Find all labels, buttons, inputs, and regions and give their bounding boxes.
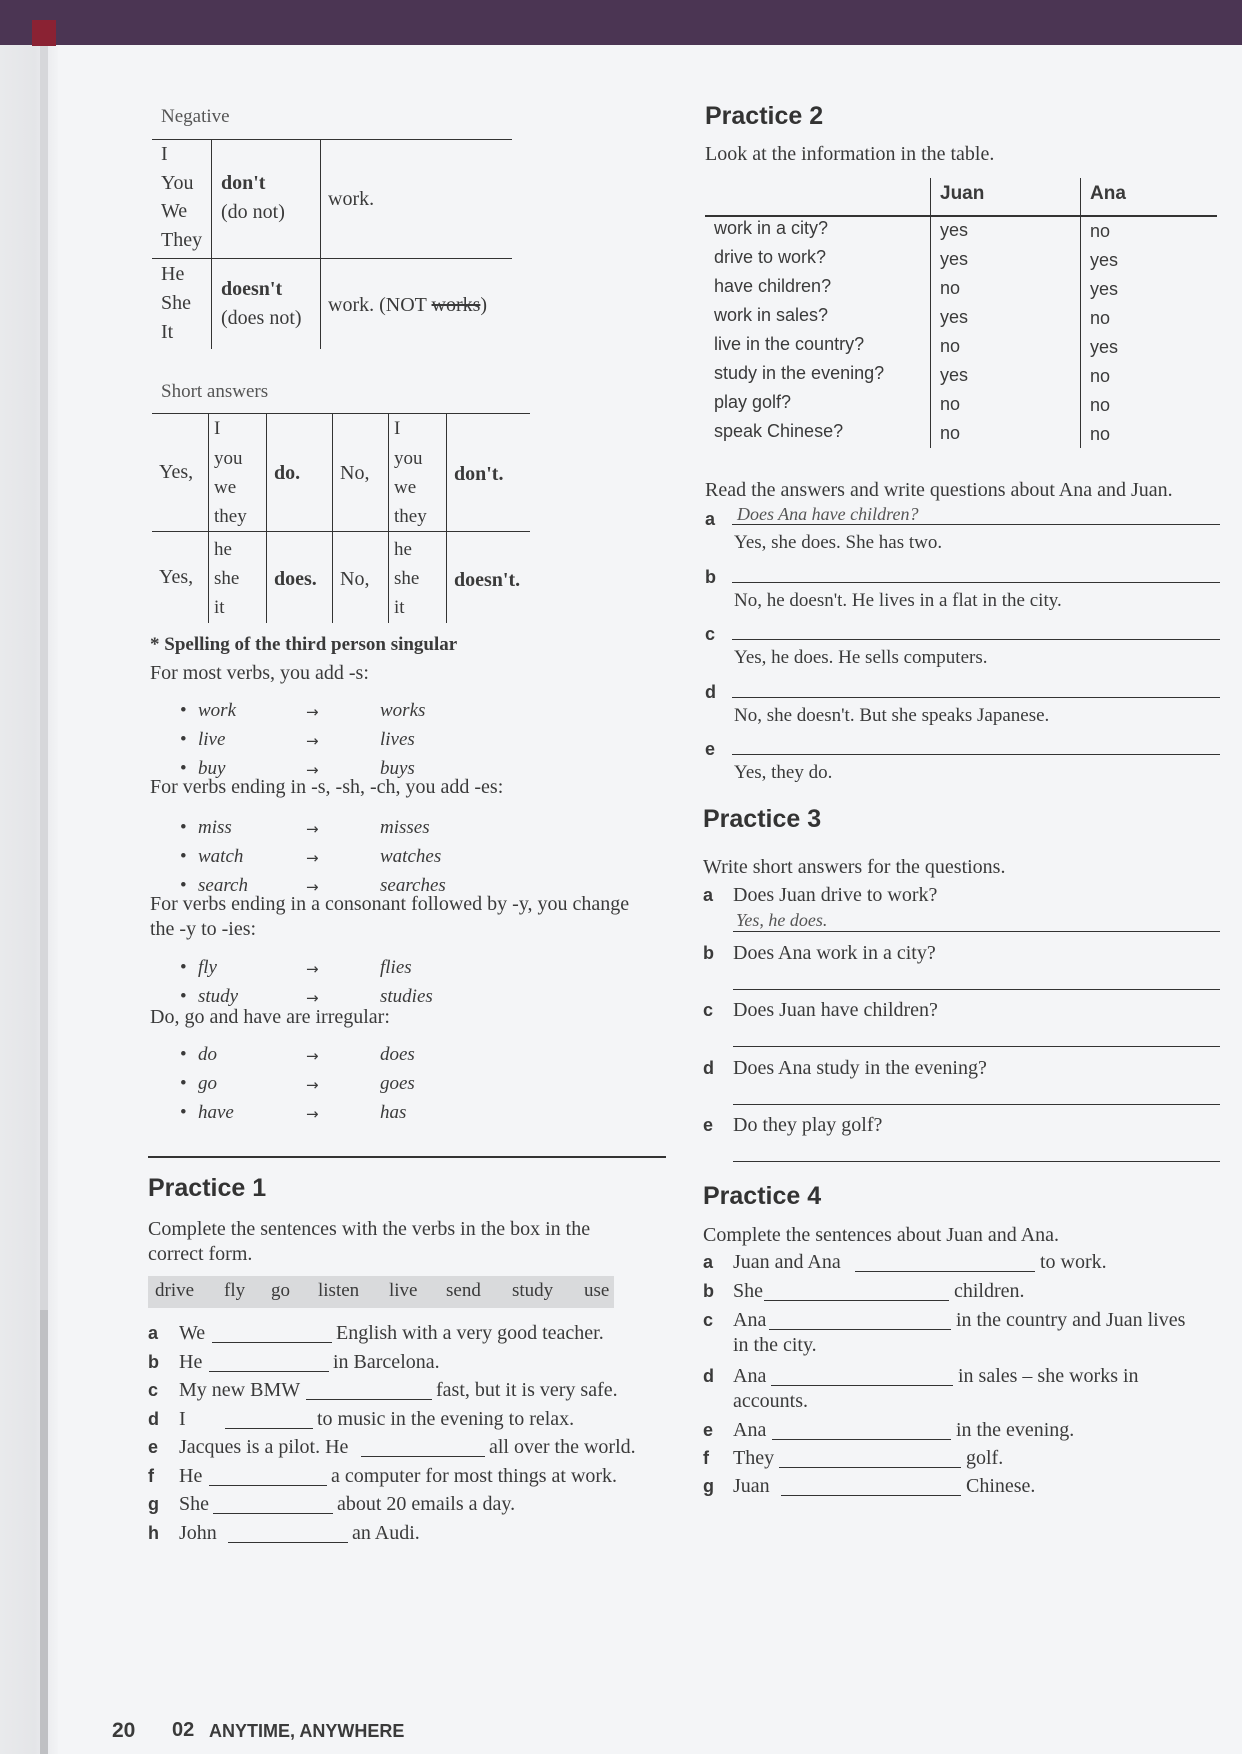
bullet: • — [180, 875, 187, 896]
sentence-start: She — [733, 1280, 763, 1302]
yes-text: Yes, — [159, 461, 194, 483]
spine-mark — [32, 20, 56, 46]
third-person-form: misses — [380, 817, 430, 838]
base-verb: watch — [198, 846, 244, 867]
arrow-icon: → — [306, 1047, 319, 1065]
arrow-icon: → — [306, 989, 319, 1007]
answer-blank-input[interactable] — [306, 1399, 432, 1400]
item-letter: d — [703, 1057, 714, 1078]
yes-text: Yes, — [159, 566, 194, 588]
base-verb: fly — [198, 957, 217, 978]
sentence-start: He — [179, 1464, 203, 1487]
spelling-rule: For verbs ending in a consonant followed by -y, you change — [150, 893, 630, 915]
sentence-start: I — [179, 1407, 186, 1430]
question-answer-input[interactable] — [732, 697, 1220, 698]
answer-blank-input[interactable] — [213, 1513, 333, 1514]
item-letter: a — [703, 1252, 714, 1272]
item-letter: c — [703, 1000, 714, 1020]
sentence-end: to music in the evening to relax. — [317, 1407, 575, 1430]
box-word: study — [512, 1280, 554, 1301]
subject-text: she — [394, 568, 420, 589]
arrow-icon: → — [306, 761, 319, 779]
aux-text: doesn't — [221, 278, 283, 300]
sentence-end: in sales – she works in — [958, 1365, 1139, 1387]
item-letter: e — [703, 1115, 714, 1135]
question-text: Does Juan drive to work? — [733, 884, 938, 906]
third-person-form: buys — [380, 758, 415, 779]
handwritten-answer: Yes, he does. — [736, 910, 828, 930]
practice-4-instruction: Complete the sentences about Juan and Ana. — [703, 1224, 1060, 1246]
sentence-end: in Barcelona. — [333, 1350, 440, 1373]
question-answer-input[interactable] — [732, 639, 1220, 640]
table-row-label: study in the evening? — [714, 363, 885, 383]
subject-text: it — [394, 597, 405, 618]
sentence-start: Juan and Ana — [733, 1251, 841, 1273]
table-cell-juan: no — [940, 336, 961, 356]
item-letter: f — [148, 1465, 154, 1486]
spelling-rule: For most verbs, you add -s: — [150, 662, 369, 684]
item-letter: g — [703, 1476, 714, 1496]
sentence-end: to work. — [1040, 1251, 1107, 1273]
table-divider — [266, 413, 267, 623]
sentence-end: about 20 emails a day. — [337, 1493, 516, 1515]
sentence-end: in the country and Juan lives — [956, 1309, 1186, 1331]
box-word: fly — [224, 1280, 246, 1301]
item-letter: d — [703, 1366, 714, 1386]
table-cell-ana: no — [1090, 395, 1111, 415]
table-row-label: speak Chinese? — [714, 421, 844, 441]
item-letter: a — [705, 509, 716, 529]
short-answers-title: Short answers — [161, 381, 269, 402]
subject-text: we — [214, 477, 237, 498]
table-cell-ana: yes — [1090, 279, 1119, 299]
subject-text: we — [394, 477, 417, 498]
aux-text: don't — [221, 172, 266, 194]
item-letter: h — [148, 1522, 159, 1543]
given-answer: Yes, he does. He sells computers. — [734, 647, 988, 668]
sentence-start: Jacques is a pilot. He — [179, 1436, 349, 1458]
third-person-form: does — [380, 1044, 415, 1065]
bullet: • — [180, 846, 187, 867]
answer-blank-input[interactable] — [212, 1342, 332, 1343]
arrow-icon: → — [306, 732, 319, 750]
answer-blank-input[interactable] — [209, 1485, 327, 1486]
item-letter: b — [148, 1351, 159, 1372]
third-person-form: goes — [380, 1073, 415, 1094]
box-word: go — [271, 1280, 290, 1301]
no-text: No, — [340, 568, 370, 590]
table-cell-ana: yes — [1090, 337, 1119, 357]
bullet: • — [180, 758, 187, 779]
bullet: • — [180, 817, 187, 838]
box-word: send — [446, 1280, 481, 1301]
page-number: 20 — [112, 1719, 136, 1742]
sentence-end: in the evening. — [956, 1419, 1075, 1441]
table-row-label: drive to work? — [714, 247, 827, 267]
given-answer: No, she doesn't. But she speaks Japanese. — [734, 704, 1050, 726]
answer-blank-input[interactable] — [781, 1495, 961, 1496]
subject-text: you — [394, 448, 423, 469]
question-text: Do they play golf? — [733, 1114, 883, 1136]
third-person-form: has — [380, 1102, 407, 1123]
practice-1-title: Practice 1 — [148, 1174, 267, 1202]
sentence-start: Juan — [733, 1475, 770, 1497]
practice-1-instruction: correct form. — [148, 1243, 253, 1265]
sentence-end: Chinese. — [966, 1475, 1036, 1497]
sentence-end: all over the world. — [489, 1436, 636, 1458]
base-verb: have — [198, 1102, 234, 1123]
sentence-end: golf. — [966, 1447, 1004, 1469]
item-letter: b — [703, 1281, 714, 1301]
sentence-end: fast, but it is very safe. — [436, 1379, 618, 1401]
sentence-start: Ana — [733, 1419, 767, 1441]
subject-text: I — [161, 143, 168, 165]
question-text: Does Ana study in the evening? — [733, 1056, 987, 1079]
item-letter: g — [148, 1494, 159, 1514]
subject-text: you — [214, 448, 243, 469]
item-letter: e — [703, 1420, 714, 1440]
item-letter: b — [705, 566, 716, 587]
table-row-label: work in sales? — [714, 305, 829, 325]
subject-text: they — [214, 506, 247, 527]
neg-text: doesn't. — [454, 569, 521, 591]
top-color-bar — [0, 0, 1242, 45]
item-letter: d — [705, 681, 716, 702]
base-verb: live — [198, 729, 226, 750]
box-word: use — [584, 1280, 610, 1301]
sentence-continuation: in the city. — [733, 1334, 817, 1356]
subject-text: it — [214, 597, 225, 618]
verb-note: work. (NOT works) — [328, 294, 488, 316]
question-text: Does Juan have children? — [733, 999, 938, 1021]
subject-text: he — [394, 539, 412, 560]
sentence-end: an Audi. — [352, 1521, 420, 1544]
no-text: No, — [340, 462, 370, 484]
sentence-start: She — [179, 1493, 209, 1515]
sentence-continuation: accounts. — [733, 1390, 808, 1412]
practice-4-title: Practice 4 — [703, 1182, 822, 1210]
given-answer: No, he doesn't. He lives in a flat in the city. — [734, 589, 1062, 611]
item-letter: a — [148, 1323, 159, 1343]
short-answer-input[interactable] — [733, 989, 1220, 990]
spelling-rule: For verbs ending in -s, -sh, -ch, you add -es: — [150, 776, 504, 798]
answer-blank-input[interactable] — [855, 1271, 1035, 1272]
subject-text: She — [161, 292, 191, 314]
answer-blank-input[interactable] — [779, 1467, 961, 1468]
table-divider — [332, 413, 333, 623]
bullet: • — [180, 957, 187, 978]
subject-text: It — [161, 321, 174, 343]
question-answer-input[interactable] — [732, 754, 1220, 755]
box-word: drive — [155, 1280, 195, 1301]
table-row-label: work in a city? — [714, 218, 829, 238]
table-divider — [388, 413, 389, 623]
table-cell-juan: no — [940, 278, 961, 298]
negative-title: Negative — [161, 106, 230, 127]
arrow-icon: → — [306, 1105, 319, 1123]
arrow-icon: → — [306, 878, 319, 896]
item-letter: a — [703, 885, 714, 905]
item-letter: d — [148, 1408, 159, 1429]
table-divider — [211, 139, 212, 349]
practice-3-instruction: Write short answers for the questions. — [703, 856, 1006, 878]
aux-text: does. — [274, 568, 317, 590]
spine-shadow — [40, 1310, 48, 1754]
base-verb: do — [198, 1044, 217, 1065]
short-answer-input[interactable] — [733, 1161, 1220, 1162]
sentence-start: Ana — [733, 1309, 767, 1331]
answer-blank-input[interactable] — [209, 1371, 329, 1372]
table-divider — [208, 413, 209, 623]
short-answer-input[interactable] — [733, 1046, 1220, 1047]
table-header-rule — [705, 215, 1217, 217]
neg-text: don't. — [454, 463, 504, 485]
sentence-start: He — [179, 1350, 203, 1373]
third-person-form: watches — [380, 846, 442, 867]
table-divider — [930, 178, 931, 448]
answer-blank-input[interactable] — [764, 1300, 949, 1301]
practice-2-instruction: Look at the information in the table. — [705, 143, 995, 165]
aux-full-text: (does not) — [221, 307, 302, 329]
given-answer: Yes, they do. — [734, 762, 833, 783]
practice-2-title: Practice 2 — [705, 102, 824, 130]
base-verb: search — [198, 875, 248, 896]
table-rule — [152, 258, 512, 259]
answer-blank-input[interactable] — [771, 1385, 953, 1386]
sentence-start: John — [179, 1521, 217, 1544]
table-cell-juan: no — [940, 423, 961, 443]
box-word: listen — [318, 1280, 360, 1301]
third-person-form: works — [380, 700, 426, 721]
table-cell-ana: yes — [1090, 250, 1119, 270]
base-verb: miss — [198, 817, 232, 838]
answer-blank-input[interactable] — [361, 1456, 485, 1457]
third-person-form: searches — [380, 875, 446, 896]
aux-text: do. — [274, 462, 301, 484]
sentence-end: a computer for most things at work. — [331, 1464, 618, 1487]
table-cell-ana: no — [1090, 366, 1111, 386]
sentence-start: We — [179, 1322, 206, 1344]
third-person-form: lives — [380, 729, 415, 750]
subject-text: You — [161, 172, 194, 194]
answer-blank-input[interactable] — [225, 1428, 313, 1429]
subject-text: I — [394, 418, 401, 439]
base-verb: work — [198, 700, 236, 721]
bullet: • — [180, 700, 187, 721]
box-word: live — [389, 1280, 418, 1301]
item-letter: f — [703, 1448, 709, 1468]
spelling-rule: the -y to -ies: — [150, 918, 257, 940]
arrow-icon: → — [306, 960, 319, 978]
third-person-form: studies — [380, 986, 433, 1007]
sentence-start: Ana — [733, 1365, 767, 1387]
page-spine — [0, 0, 58, 1754]
item-letter: e — [148, 1437, 159, 1457]
practice-2-instruction: Read the answers and write questions about Ana and Juan. — [705, 479, 1173, 501]
bullet: • — [180, 986, 187, 1007]
item-letter: c — [705, 624, 716, 644]
table-rule — [152, 139, 512, 140]
given-answer: Yes, she does. She has two. — [734, 532, 943, 553]
short-answer-input[interactable] — [733, 931, 1220, 932]
arrow-icon: → — [306, 820, 319, 838]
item-letter: b — [703, 942, 714, 963]
base-verb: study — [198, 986, 239, 1007]
question-text: Does Ana work in a city? — [733, 941, 936, 964]
question-answer-input[interactable] — [732, 582, 1220, 583]
table-cell-juan: yes — [940, 307, 969, 327]
table-cell-juan: no — [940, 394, 961, 414]
table-cell-juan: yes — [940, 220, 969, 240]
table-row-label: have children? — [714, 276, 832, 296]
bullet: • — [180, 1073, 187, 1094]
arrow-icon: → — [306, 1076, 319, 1094]
table-cell-ana: no — [1090, 221, 1111, 241]
unit-number: 02 — [172, 1719, 195, 1741]
sentence-end: children. — [954, 1280, 1025, 1302]
arrow-icon: → — [306, 703, 319, 721]
answer-blank-input[interactable] — [769, 1329, 951, 1330]
handwritten-answer: Does Ana have children? — [737, 504, 919, 524]
short-answer-input[interactable] — [733, 1104, 1220, 1105]
sentence-start: They — [733, 1447, 775, 1469]
subject-text: We — [161, 200, 188, 222]
table-cell-juan: yes — [940, 365, 969, 385]
subject-text: He — [161, 263, 185, 285]
sentence-start: My new BMW — [179, 1379, 301, 1401]
table-row-label: live in the country? — [714, 334, 865, 354]
arrow-icon: → — [306, 849, 319, 867]
column-header-ana: Ana — [1090, 183, 1126, 204]
base-verb: buy — [198, 758, 226, 779]
table-cell-juan: yes — [940, 249, 969, 269]
table-row-label: play golf? — [714, 392, 792, 412]
aux-full-text: (do not) — [221, 201, 285, 223]
bullet: • — [180, 1044, 187, 1065]
table-cell-ana: no — [1090, 424, 1111, 444]
subject-text: They — [161, 229, 203, 251]
practice-3-title: Practice 3 — [703, 805, 822, 833]
subject-text: I — [214, 418, 221, 439]
table-divider — [1080, 178, 1081, 448]
practice-1-instruction: Complete the sentences with the verbs in the box in the — [148, 1218, 591, 1240]
subject-text: she — [214, 568, 240, 589]
item-letter: e — [705, 739, 716, 759]
bullet: • — [180, 1102, 187, 1123]
bullet: • — [180, 729, 187, 750]
section-divider — [148, 1156, 666, 1158]
column-header-juan: Juan — [940, 183, 985, 204]
subject-text: they — [394, 506, 427, 527]
table-divider — [320, 139, 321, 349]
third-person-form: flies — [380, 957, 412, 978]
table-cell-ana: no — [1090, 308, 1111, 328]
verb-text: work. — [328, 188, 375, 210]
answer-blank-input[interactable] — [772, 1439, 951, 1440]
item-letter: c — [703, 1310, 714, 1330]
table-divider — [446, 413, 447, 623]
spelling-title: * Spelling of the third person singular — [150, 634, 458, 655]
sentence-end: English with a very good teacher. — [336, 1322, 604, 1344]
item-letter: c — [148, 1380, 159, 1400]
unit-title: ANYTIME, ANYWHERE — [209, 1721, 405, 1741]
spelling-rule: Do, go and have are irregular: — [150, 1006, 390, 1028]
answer-blank-input[interactable] — [228, 1542, 348, 1543]
subject-text: he — [214, 539, 232, 560]
base-verb: go — [198, 1073, 217, 1094]
